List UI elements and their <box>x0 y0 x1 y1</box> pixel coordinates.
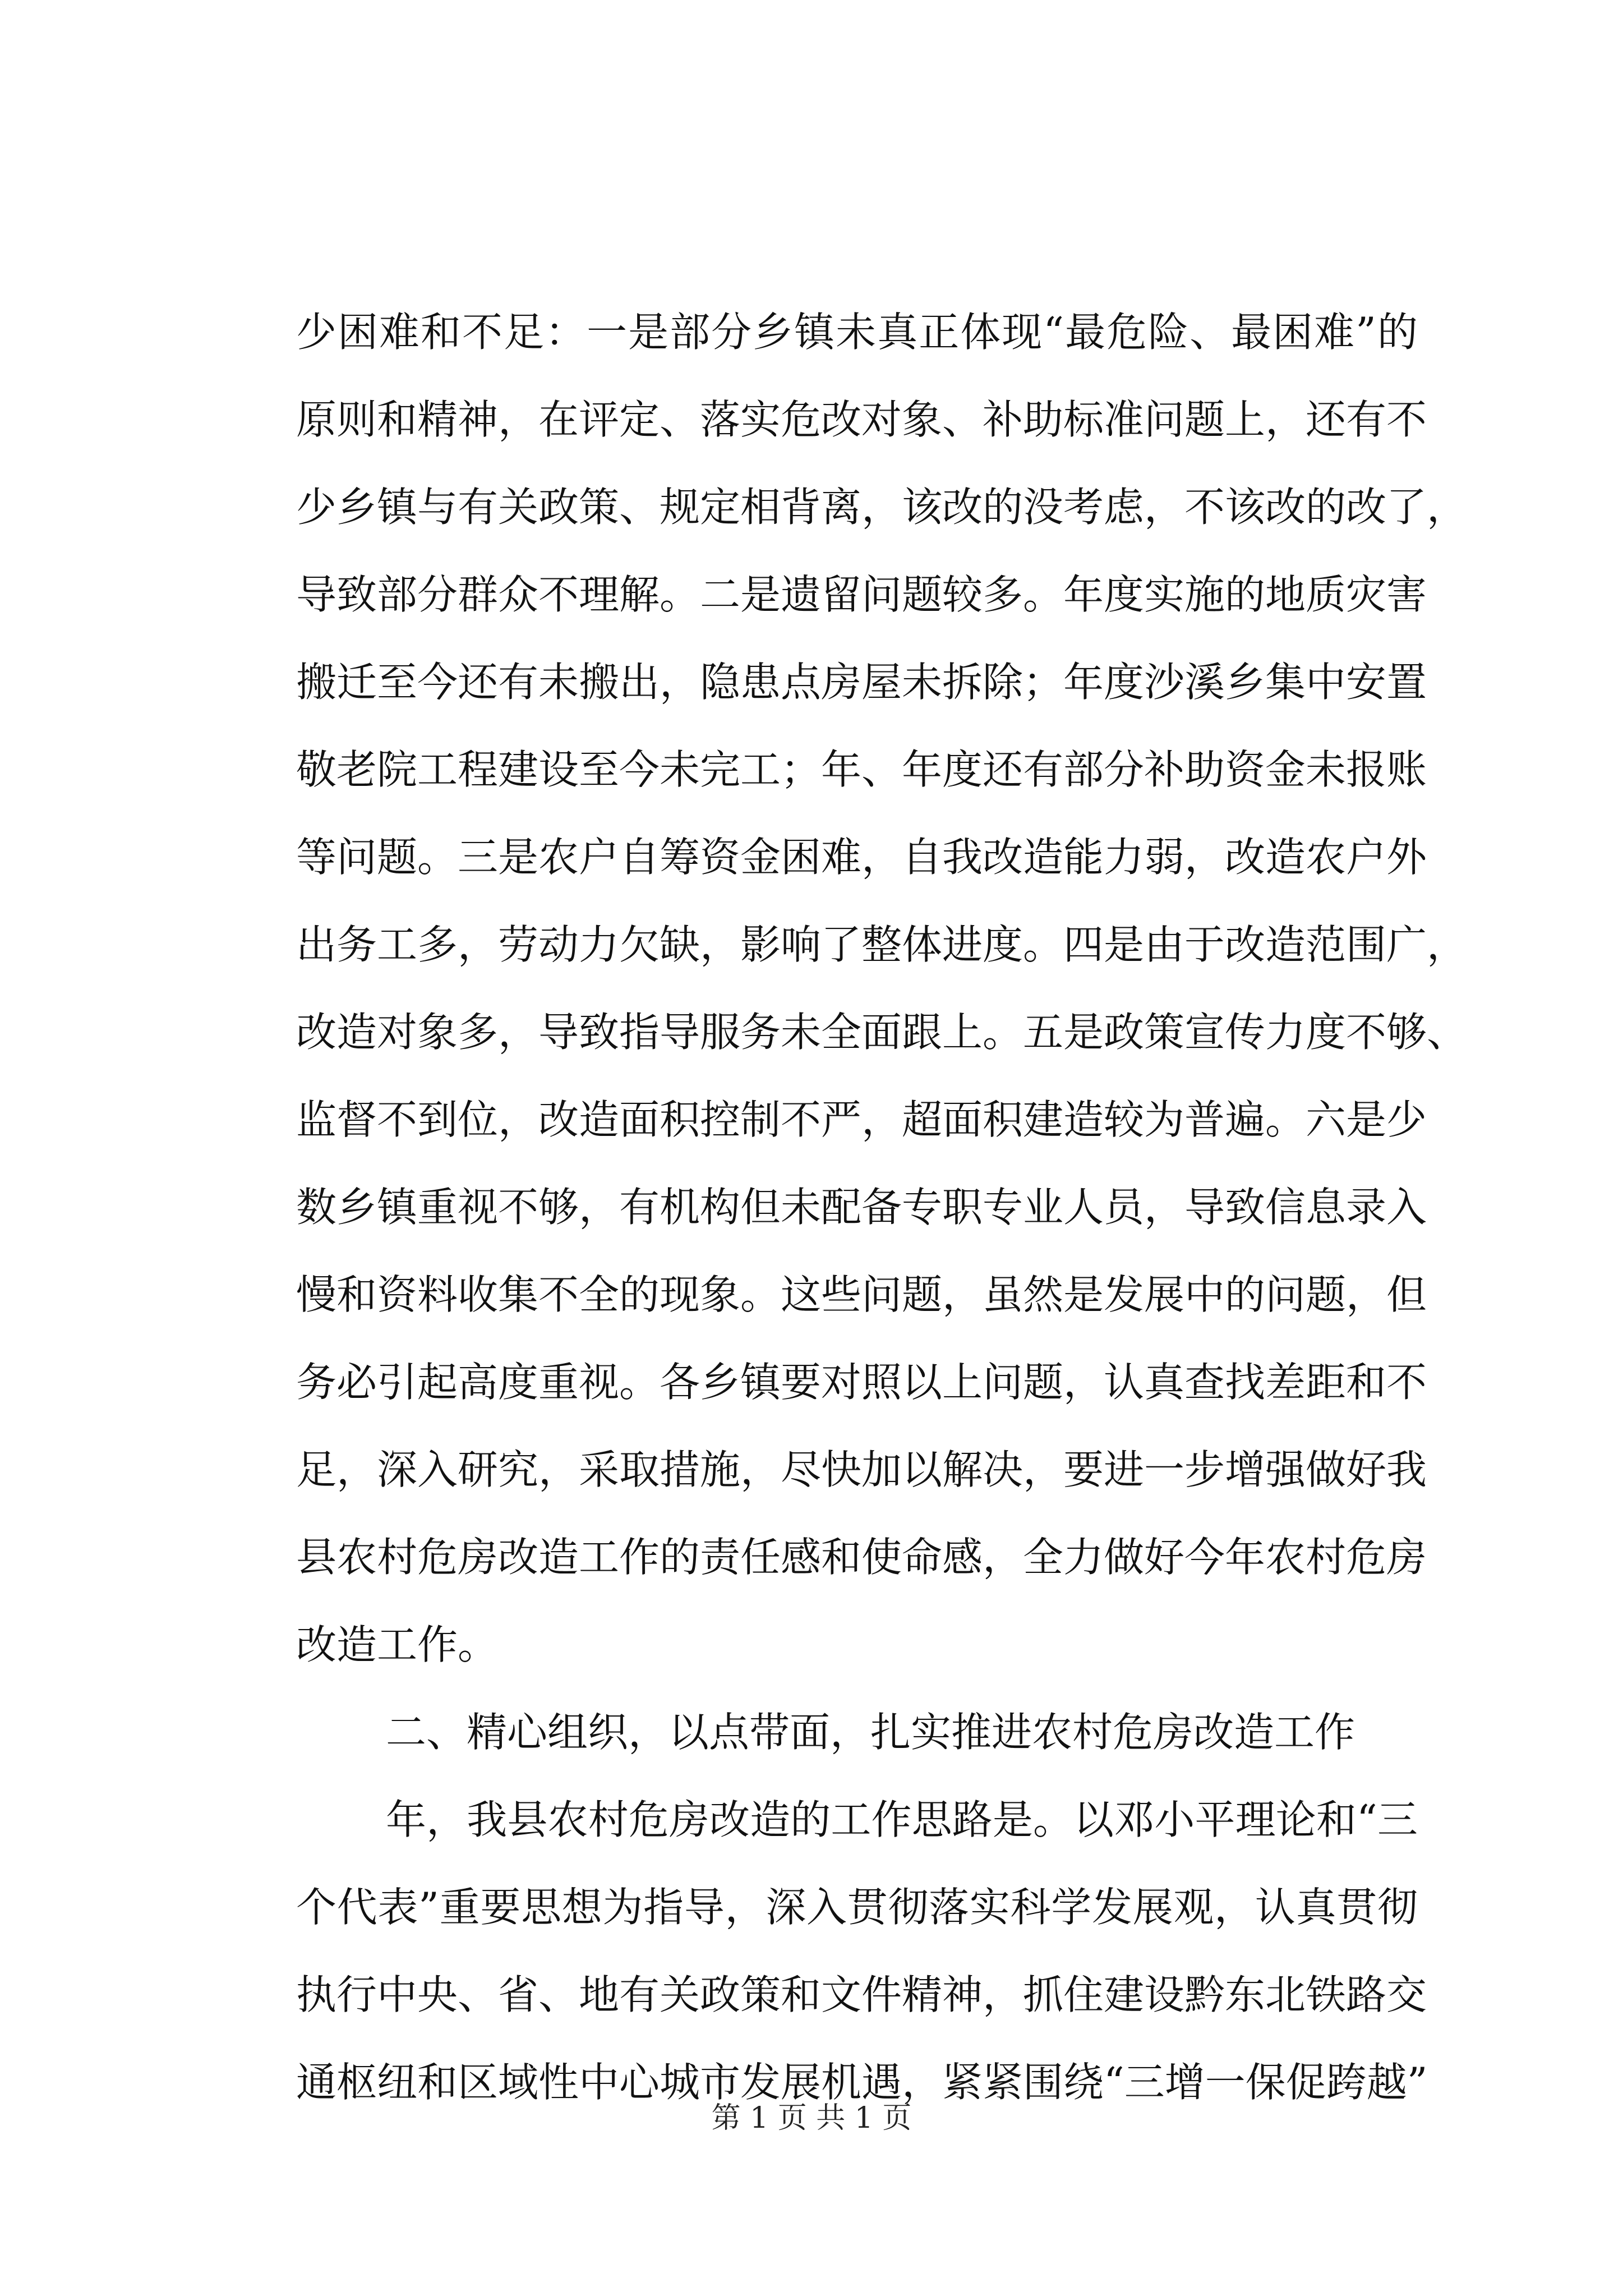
body-line: 出务工多，劳动力欠缺，影响了整体进度。四是由于改造范围广， <box>296 921 1468 968</box>
body-line: 少乡镇与有关政策、规定相背离，该改的没考虑，不该改的改了， <box>296 484 1468 531</box>
body-line: 等问题。三是农户自筹资金困难，自我改造能力弱，改造农户外 <box>296 834 1427 881</box>
document-body <box>296 288 1468 2126</box>
body-line: 改造工作。 <box>296 1621 499 1668</box>
body-line: 原则和精神，在评定、落实危改对象、补助标准问题上，还有不 <box>296 396 1427 443</box>
body-line: 慢和资料收集不全的现象。这些问题，虽然是发展中的问题，但 <box>296 1271 1427 1318</box>
body-line: 通枢纽和区域性中心城市发展机遇，紧紧围绕“三增一保促跨越” <box>296 2059 1428 2106</box>
body-line: 年，我县农村危房改造的工作思路是。以邓小平理论和“三 <box>386 1796 1418 1843</box>
body-line: 改造对象多，导致指导服务未全面跟上。五是政策宣传力度不够、 <box>296 1009 1468 1056</box>
page-footer: 第 1 页 共 1 页 <box>711 2101 912 2135</box>
body-line: 少困难和不足：一是部分乡镇未真正体现“最危险、最困难”的 <box>296 309 1418 356</box>
body-line: 个代表”重要思想为指导，深入贯彻落实科学发展观，认真贯彻 <box>296 1884 1418 1931</box>
body-line: 监督不到位，改造面积控制不严，超面积建造较为普遍。六是少 <box>296 1096 1427 1143</box>
body-line: 足，深入研究，采取措施，尽快加以解决，要进一步增强做好我 <box>296 1446 1427 1493</box>
body-line: 执行中央、省、地有关政策和文件精神，抓住建设黔东北铁路交 <box>296 1971 1427 2018</box>
body-line: 敬老院工程建设至今未完工；年、年度还有部分补助资金未报账 <box>296 746 1427 793</box>
body-line: 县农村危房改造工作的责任感和使命感，全力做好今年农村危房 <box>296 1534 1427 1581</box>
body-line: 搬迁至今还有未搬出，隐患点房屋未拆除；年度沙溪乡集中安置 <box>296 659 1427 706</box>
section-heading: 二、精心组织，以点带面，扎实推进农村危房改造工作 <box>386 1709 1355 1756</box>
body-line: 数乡镇重视不够，有机构但未配备专职专业人员，导致信息录入 <box>296 1184 1427 1231</box>
body-line: 导致部分群众不理解。二是遗留问题较多。年度实施的地质灾害 <box>296 571 1427 618</box>
body-line: 务必引起高度重视。各乡镇要对照以上问题，认真查找差距和不 <box>296 1359 1427 1406</box>
